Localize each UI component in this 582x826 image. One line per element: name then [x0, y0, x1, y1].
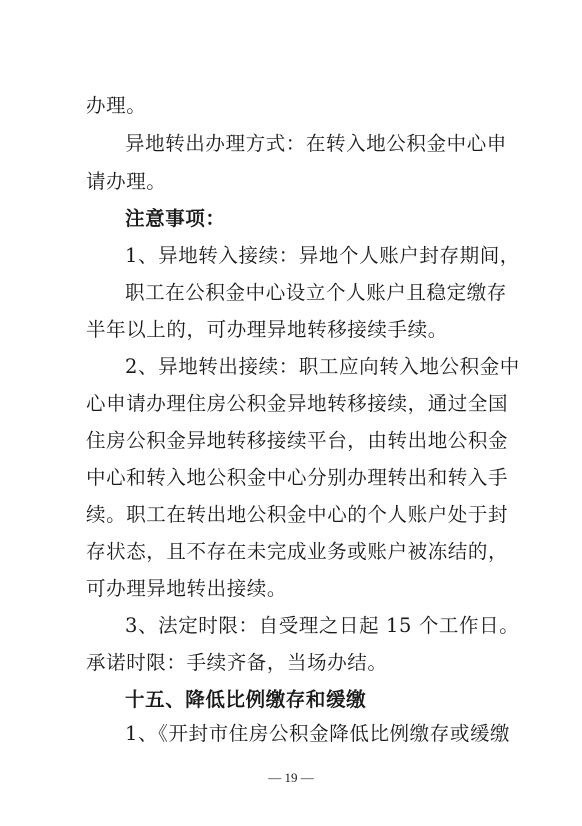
text-line: 续。职工在转出地公积金中心的个人账户处于封 — [86, 503, 509, 526]
text-line: 半年以上的，可办理异地转移接续手续。 — [86, 318, 448, 341]
text-line: 3、法定时限：自受理之日起 15 个工作日。 — [125, 614, 520, 637]
section-heading: 注意事项： — [125, 207, 226, 230]
text-line: 1、异地转入接续：异地个人账户封存期间， — [125, 244, 520, 267]
text-line: 心申请办理住房公积金异地转移接续，通过全国 — [86, 392, 509, 415]
text-line: 办理。 — [86, 94, 147, 117]
text-line: 住房公积金异地转移接续平台，由转出地公积金 — [86, 429, 509, 452]
section-heading: 十五、降低比例缴存和缓缴 — [125, 688, 367, 711]
text-line: 1、《开封市住房公积金降低比例缴存或缓缴 — [125, 722, 511, 745]
text-line: 职工在公积金中心设立个人账户且稳定缴存 — [125, 281, 507, 304]
text-line: 异地转出办理方式：在转入地公积金中心申 — [125, 132, 507, 155]
text-line: 2、异地转出接续：职工应向转入地公积金中 — [125, 355, 520, 378]
text-line: 中心和转入地公积金中心分别办理转出和转入手 — [86, 466, 509, 489]
text-line: 可办理异地转出接续。 — [86, 577, 288, 600]
text-line: 请办理。 — [86, 170, 167, 193]
page-number: — 19 — — [268, 770, 314, 785]
text-line: 承诺时限：手续齐备，当场办结。 — [86, 651, 388, 674]
text-line: 存状态，且不存在未完成业务或账户被冻结的， — [86, 540, 509, 563]
